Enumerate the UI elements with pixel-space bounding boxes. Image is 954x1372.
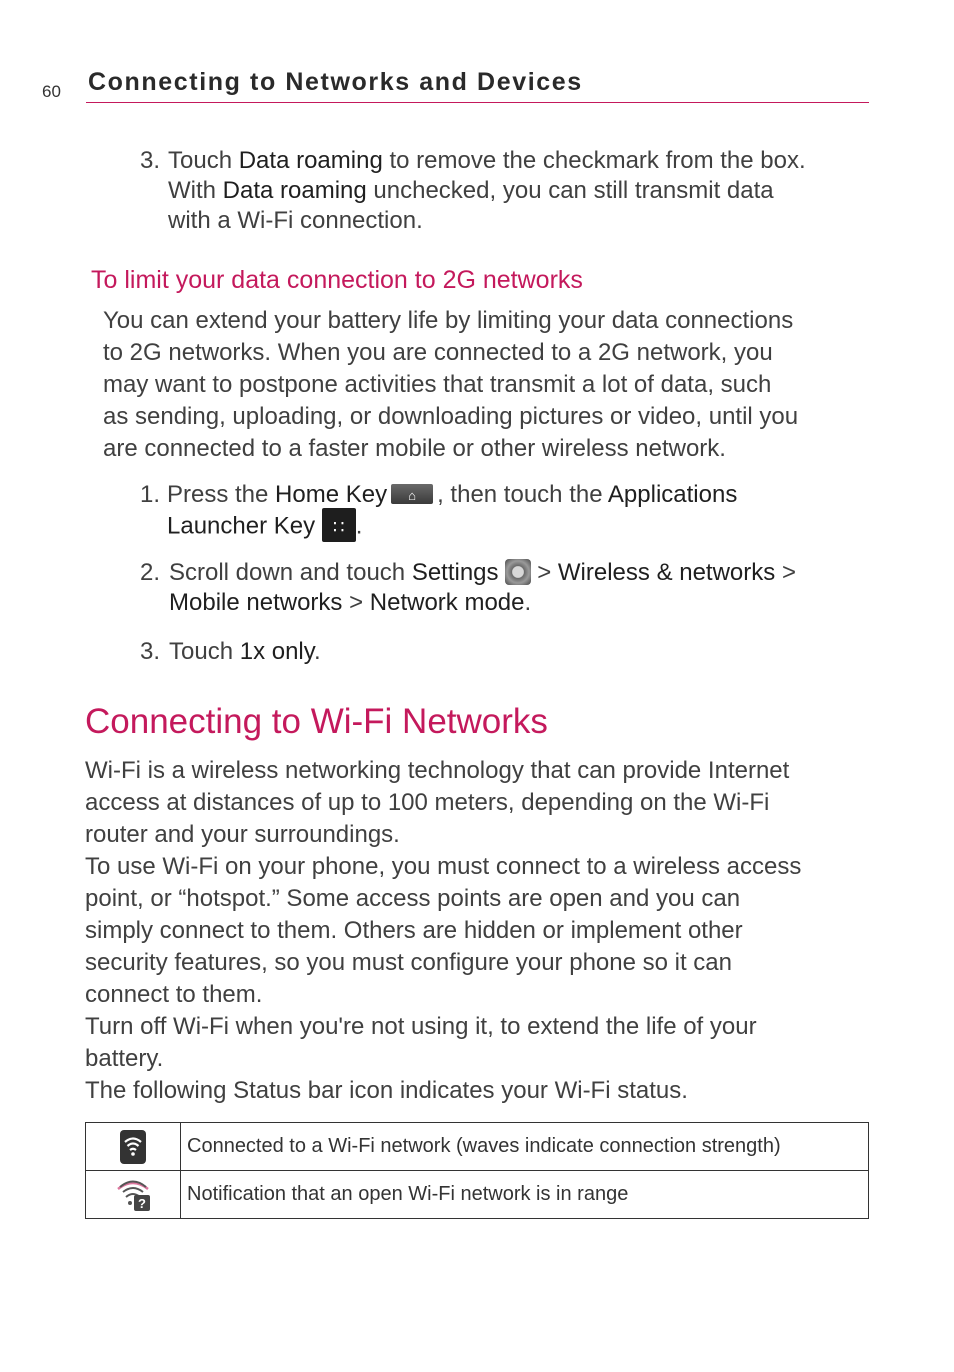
- data-roaming-key-2: Data roaming: [222, 177, 367, 204]
- step-text-mid: , then touch the: [437, 481, 608, 508]
- step-number: 3.: [140, 638, 161, 665]
- step-text-pre: Touch: [169, 638, 240, 665]
- paragraph-line: access at distances of up to 100 meters, depending on the Wi-Fi: [85, 789, 770, 816]
- chapter-title: Connecting to Networks and Devices: [88, 68, 583, 96]
- paragraph-line: are connected to a faster mobile or other wireless network.: [103, 435, 726, 462]
- step-text-line2-pre: With: [168, 177, 223, 204]
- step-text: [167, 480, 880, 544]
- status-description: Notification that an open Wi-Fi network is in range: [181, 1171, 869, 1219]
- separator: >: [530, 559, 558, 586]
- wifi-open-network-icon: [114, 1177, 152, 1213]
- limit-2g-paragraph: [103, 305, 798, 465]
- wifi-section-title: Connecting to Wi-Fi Networks: [85, 702, 548, 741]
- step-text: [169, 637, 880, 667]
- separator: >: [775, 559, 796, 586]
- step-text: [169, 558, 880, 618]
- wifi-connected-icon: [120, 1130, 146, 1164]
- paragraph-line: to 2G networks. When you are connected to a 2G network, you: [103, 339, 773, 366]
- mobile-networks-label: Mobile networks: [169, 589, 343, 616]
- limit-step-3: [140, 637, 880, 667]
- svg-text:?: ?: [138, 1195, 146, 1211]
- paragraph-line: You can extend your battery life by limiting your data connections: [103, 307, 794, 334]
- paragraph-line: as sending, uploading, or downloading pictures or video, until you: [103, 403, 799, 430]
- step-text: [168, 146, 880, 236]
- launcher-key-label: Launcher Key: [167, 512, 316, 540]
- step-text-line3: with a Wi-Fi connection.: [168, 207, 423, 234]
- wifi-paragraph: [85, 755, 801, 1107]
- 1x-only-label: 1x only: [239, 638, 314, 665]
- step-text-pre: Touch: [168, 147, 239, 174]
- limit-step-2: [140, 558, 880, 618]
- step-number: 1.: [140, 481, 161, 508]
- step-text-post: .: [313, 638, 321, 665]
- step-number: 3.: [140, 147, 161, 174]
- settings-label: Settings: [411, 559, 499, 586]
- home-key-label: Home Key: [275, 481, 388, 508]
- step-number: 2.: [140, 559, 161, 586]
- paragraph-line: point, or “hotspot.” Some access points are open and you can: [85, 885, 741, 912]
- paragraph-line: router and your surroundings.: [85, 821, 400, 848]
- paragraph-line: battery.: [85, 1045, 164, 1072]
- network-mode-label: Network mode: [369, 589, 525, 616]
- applications-label: Applications: [607, 481, 738, 508]
- paragraph-line: simply connect to them. Others are hidden or implement other: [85, 917, 743, 944]
- step-text-mid: to remove the checkmark from the box.: [382, 147, 806, 174]
- separator: >: [342, 589, 370, 616]
- header-divider: [86, 102, 869, 103]
- icon-cell: [86, 1123, 181, 1171]
- step-text-pre: Press the: [167, 481, 276, 508]
- limit-2g-heading: To limit your data connection to 2G networks: [91, 266, 583, 294]
- page-number: 60: [42, 82, 61, 101]
- table-row: [86, 1123, 869, 1171]
- step-text-line2-post: unchecked, you can still transmit data: [366, 177, 774, 204]
- limit-step-1: [140, 480, 880, 544]
- roaming-step: [140, 146, 880, 236]
- wireless-networks-label: Wireless & networks: [557, 559, 776, 586]
- step-text-post: .: [524, 589, 532, 616]
- paragraph-line: Turn off Wi-Fi when you're not using it, to extend the life of your: [85, 1013, 757, 1040]
- wifi-status-table: [85, 1122, 869, 1219]
- settings-gear-icon: [505, 559, 531, 585]
- paragraph-line: The following Status bar icon indicates your Wi-Fi status.: [85, 1077, 688, 1104]
- paragraph-line: To use Wi-Fi on your phone, you must connect to a wireless access: [85, 853, 802, 880]
- paragraph-line: may want to postpone activities that transmit a lot of data, such: [103, 371, 772, 398]
- step-text-pre: Scroll down and touch: [169, 559, 412, 586]
- paragraph-line: connect to them.: [85, 981, 263, 1008]
- table-row: [86, 1171, 869, 1219]
- home-key-icon: [391, 484, 433, 504]
- paragraph-line: security features, so you must configure your phone so it can: [85, 949, 733, 976]
- data-roaming-key: Data roaming: [238, 147, 383, 174]
- step-text-post: .: [355, 512, 363, 540]
- icon-cell: [86, 1171, 181, 1219]
- applications-launcher-icon: [322, 508, 356, 542]
- status-description: Connected to a Wi-Fi network (waves indicate connection strength): [181, 1123, 869, 1171]
- paragraph-line: Wi-Fi is a wireless networking technology that can provide Internet: [85, 757, 790, 784]
